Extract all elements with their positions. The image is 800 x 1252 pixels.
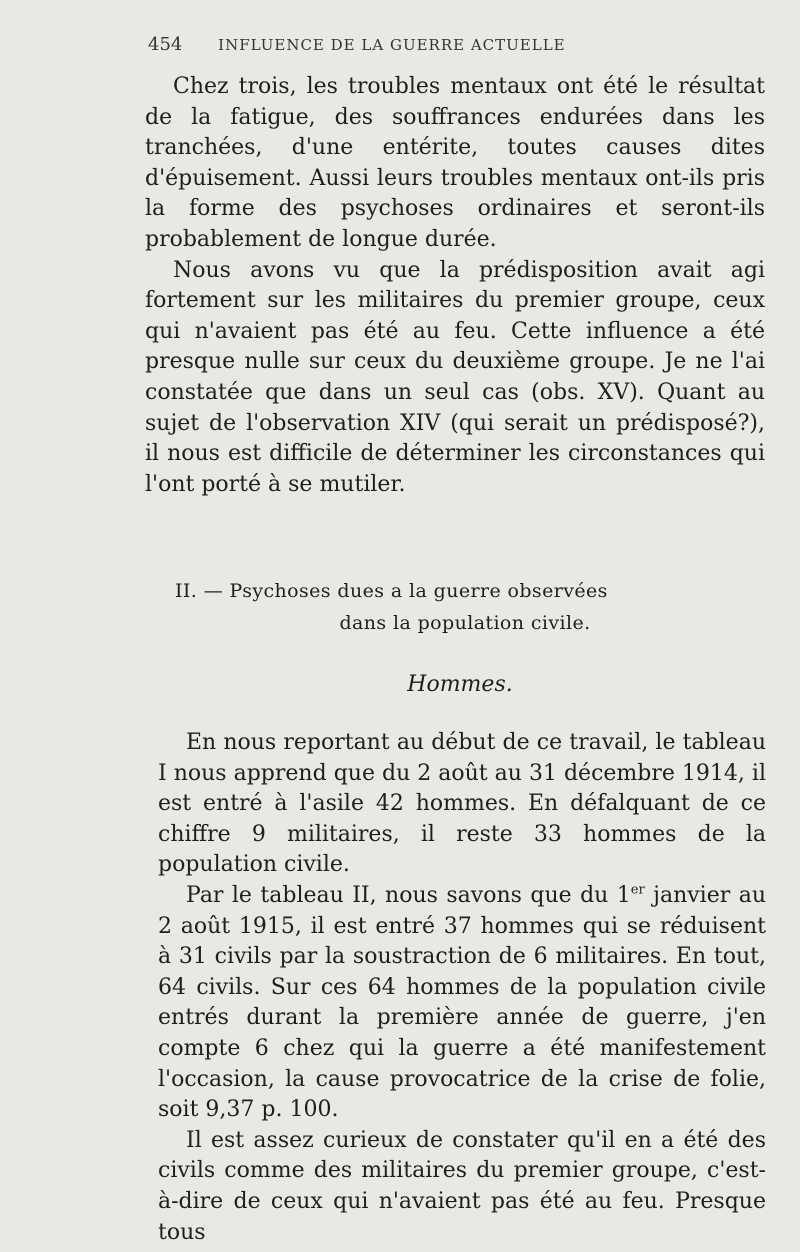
ordinal-superscript: er: [630, 882, 645, 898]
paragraph-tableau-ii-start: Par le tableau II, nous savons que du 1: [186, 882, 631, 908]
page-number: 454: [148, 34, 183, 55]
running-title: INFLUENCE DE LA GUERRE ACTUELLE: [218, 36, 566, 54]
text-block-top: [145, 72, 765, 500]
paragraph-tableau-ii-rest: janvier au 2 août 1915, il est entré 37 hommes qui se réduisent à 31 civils par la soustraction de 6 militaires. En tout, 64 civils. Sur ces 64 hommes de la population civile entrés durant la première année de guerre, j'en compte 6 chez qui la guerre a été manifestement l'occasion, la cause provocatrice de la crise de folie, soit 9,37 p. 100.: [158, 882, 766, 1123]
paragraph-predisposition: Nous avons vu que la prédisposition avait agi fortement sur les militaires du premier groupe, ceux qui n'avaient pas été au feu. Cette influence a été presque nulle sur ceux du deuxième groupe. Je ne l'ai constatée que dans un seul cas (obs. XV). Quant au sujet de l'observation XIV (qui serait un prédisposé?), il nous est difficile de déterminer les circonstances qui l'ont porté à se mutiler.: [145, 257, 765, 497]
paragraph-tableau-ii: [158, 881, 766, 1126]
paragraph-tableau-i: En nous reportant au début de ce travail, le tableau I nous apprend que du 2 août au 31 décembre 1914, il est entré à l'asile 42 hommes. En défalquant de ce chiffre 9 militaires, il reste 33 hommes de la population civile.: [158, 730, 766, 878]
text-block-bottom: [158, 728, 766, 1248]
paragraph-fatigue: Chez trois, les troubles mentaux ont été le résultat de la fatigue, des souffrances endurées dans les tranchées, d'une entérite, toutes causes dites d'épuisement. Aussi leurs troubles mentaux ont-ils pris la forme des psychoses ordinaires et seront-ils probablement de longue durée.: [145, 74, 765, 252]
section-heading-line1: II. — Psychoses dues a la guerre observées: [175, 580, 608, 602]
section-heading-line2: dans la population civile.: [339, 612, 591, 634]
paragraph-civils: Il est assez curieux de constater qu'il en a été des civils comme des militaires du premier groupe, c'est-à-dire de ceux qui n'avaient pas été au feu. Presque tous: [158, 1127, 766, 1245]
running-header: [148, 34, 668, 55]
subheading-hommes: Hommes.: [407, 672, 513, 697]
section-heading: [175, 575, 755, 639]
